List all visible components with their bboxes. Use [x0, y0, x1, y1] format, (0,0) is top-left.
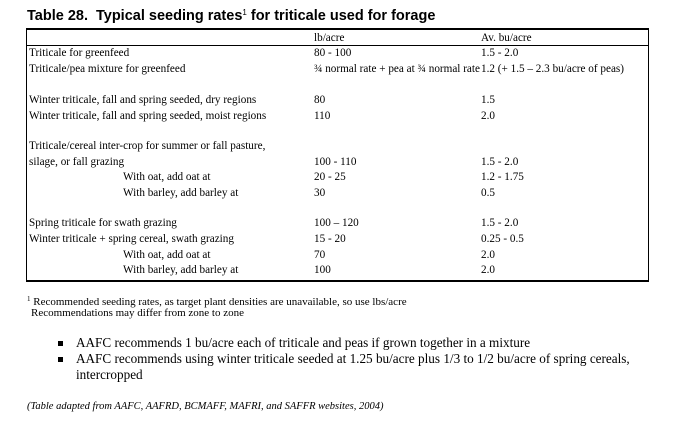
table-title-text: Typical seeding rates — [95, 8, 243, 24]
row-bu-acre: 1.5 - 2.0 — [481, 217, 519, 229]
row-bu-acre: 2.0 — [481, 110, 495, 122]
footnote-mark: 1 — [27, 295, 31, 303]
column-header-bu-acre: Av. bu/acre — [481, 32, 532, 44]
row-lb-acre: 100 — [314, 264, 331, 276]
table-title-footnote-mark: 1 — [242, 8, 247, 17]
footnote-text-1: Recommended seeding rates, as target plant densities are unavailable, so use lbs/acre — [30, 296, 407, 308]
row-bu-acre: 1.5 — [481, 94, 495, 106]
row-bu-acre: 0.5 — [481, 187, 495, 199]
row-lb-acre: ¾ normal rate + pea at ¾ normal rate — [314, 63, 480, 75]
row-bu-acre: 1.2 (+ 1.5 – 2.3 bu/acre of peas) — [481, 63, 625, 75]
row-label: With barley, add barley at — [123, 187, 239, 199]
row-label: Triticale for greenfeed — [29, 47, 130, 59]
row-bu-acre: 1.5 - 2.0 — [481, 47, 519, 59]
table-title-suffix: for triticale used for forage — [246, 8, 436, 24]
recommendation-list — [58, 335, 662, 383]
footnote-line-2: Recommendations may differ from zone to zone — [31, 307, 245, 319]
table-title — [27, 8, 435, 24]
list-item — [58, 351, 662, 383]
row-bu-acre: 0.25 - 0.5 — [481, 233, 524, 245]
row-bu-acre: 2.0 — [481, 264, 495, 276]
row-lb-acre: 80 - 100 — [314, 47, 352, 59]
row-lb-acre: 110 — [314, 110, 331, 122]
row-label: With oat, add oat at — [123, 171, 211, 183]
row-lb-acre: 100 – 120 — [314, 217, 359, 229]
row-label: Triticale/cereal inter-crop for summer or fall pasture, — [29, 140, 266, 152]
row-label: Winter triticale, fall and spring seeded, moist regions — [29, 110, 267, 122]
row-label: Winter triticale + spring cereal, swath grazing — [29, 233, 234, 245]
bullet-icon — [58, 341, 63, 346]
row-label: Spring triticale for swath grazing — [29, 217, 177, 229]
row-lb-acre: 70 — [314, 249, 326, 261]
source-citation: (Table adapted from AAFC, AAFRD, BCMAFF, MAFRI, and SAFFR websites, 2004) — [27, 401, 384, 412]
row-label: With oat, add oat at — [123, 249, 211, 261]
column-header-lb-acre: lb/acre — [314, 32, 345, 44]
table-number: Table 28. — [27, 8, 88, 24]
row-bu-acre: 1.2 - 1.75 — [481, 171, 524, 183]
row-lb-acre: 100 - 110 — [314, 156, 357, 168]
row-bu-acre: 2.0 — [481, 249, 495, 261]
row-label: Winter triticale, fall and spring seeded, dry regions — [29, 94, 257, 106]
list-item — [58, 335, 662, 351]
row-label: With barley, add barley at — [123, 264, 239, 276]
bullet-icon — [58, 357, 63, 362]
bullet-text: AAFC recommends using winter triticale seeded at 1.25 bu/acre plus 1/3 to 1/2 bu/acre of spring cereals, intercropped — [76, 351, 630, 382]
row-lb-acre: 15 - 20 — [314, 233, 346, 245]
bullet-text: AAFC recommends 1 bu/acre each of triticale and peas if grown together in a mixture — [76, 335, 531, 350]
row-lb-acre: 30 — [314, 187, 326, 199]
row-bu-acre: 1.5 - 2.0 — [481, 156, 519, 168]
seeding-rates-table — [26, 28, 649, 282]
row-lb-acre: 80 — [314, 94, 326, 106]
row-label: silage, or fall grazing — [29, 156, 125, 168]
row-lb-acre: 20 - 25 — [314, 171, 346, 183]
row-label: Triticale/pea mixture for greenfeed — [29, 63, 186, 75]
